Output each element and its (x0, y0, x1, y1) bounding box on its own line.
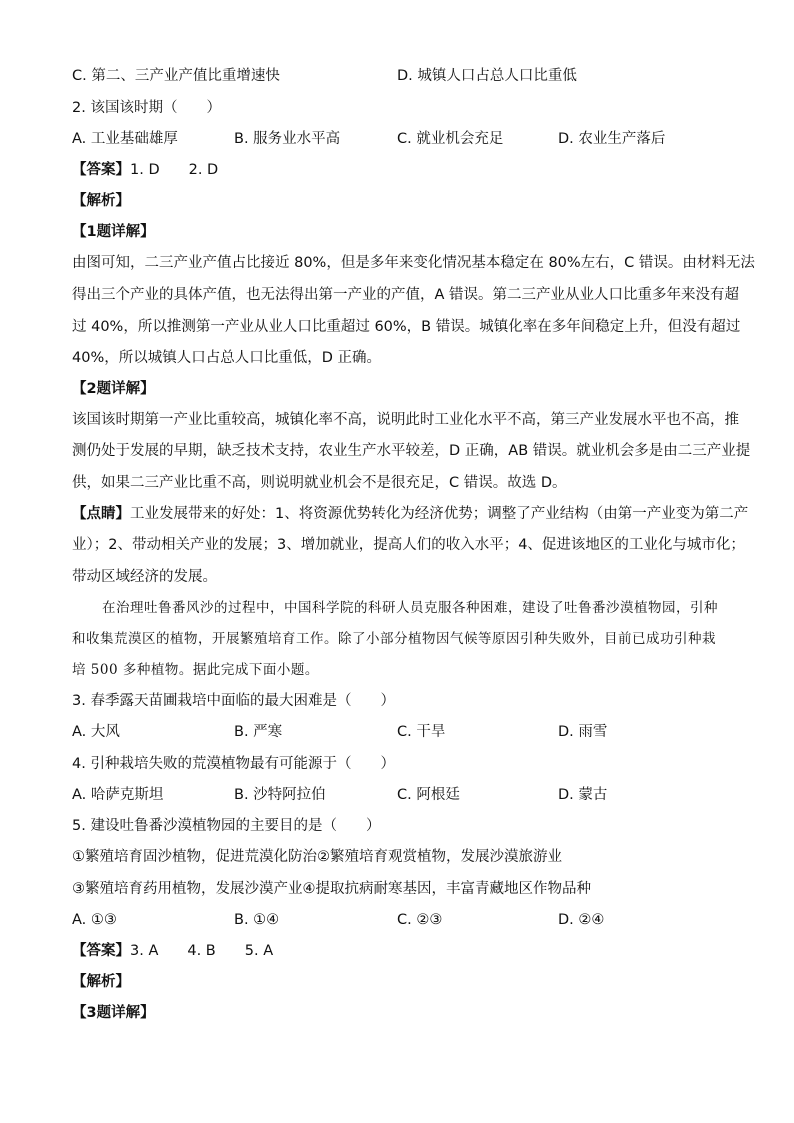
q1-option-d: D. 城镇人口占总人口比重低 (397, 68, 577, 84)
q3-stem: 3. 春季露天苗圃栽培中面临的最大困难是（ ） (72, 693, 395, 709)
q5-item-line: ①繁殖培育固沙植物，促进荒漠化防治②繁殖培育观赏植物，发展沙漠旅游业 (72, 849, 562, 865)
note-line-1 (72, 504, 749, 524)
answer-block-2 (72, 941, 273, 961)
note-line: 业）；2、带动相关产业的发展；3、增加就业，提高人们的收入水平；4、促进该地区的工业化与城市化； (72, 537, 745, 553)
q5-option-a: A. ①③ (72, 912, 117, 928)
note-label: 【点睛】 (72, 506, 130, 522)
q2-option-a: A. 工业基础雄厚 (72, 131, 178, 147)
q5-option-d: D. ②④ (558, 912, 605, 928)
q5-item-line: ③繁殖培育药用植物，发展沙漠产业④提取抗病耐寒基因，丰富青藏地区作物品种 (72, 881, 591, 897)
analysis-label-1: 【解析】 (72, 193, 130, 209)
q4-stem: 4. 引种栽培失败的荒漠植物最有可能源于（ ） (72, 756, 395, 772)
answer-block-1 (72, 160, 218, 180)
q5-stem: 5. 建设吐鲁番沙漠植物园的主要目的是（ ） (72, 818, 381, 834)
detail-heading-3: 【3题详解】 (72, 1005, 155, 1021)
detail1-line: 得出三个产业的具体产值，也无法得出第一产业的产值，A 错误。第二三产业从业人口比重多年来没有超 (72, 287, 740, 303)
q3-option-d: D. 雨雪 (558, 724, 608, 740)
answer-text: 1. D 2. D (130, 162, 219, 178)
q1-option-c: C. 第二、三产业产值比重增速快 (72, 68, 280, 84)
passage-line: 和收集荒漠区的植物，开展繁殖培育工作。除了小部分植物因气候等原因引种失败外，目前已成功引种栽 (72, 631, 716, 647)
detail1-line: 过 40%，所以推测第一产业从业人口比重超过 60%，B 错误。城镇化率在多年间稳定上升，但没有超过 (72, 319, 741, 335)
answer-text: 3. A 4. B 5. A (130, 943, 274, 959)
detail1-line: 由图可知，二三产业产值占比接近 80%，但是多年来变化情况基本稳定在 80%左右，C 错误。由材料无法 (72, 255, 755, 271)
note-text: 工业发展带来的好处：1、将资源优势转化为经济优势；调整了产业结构（由第一产业变为第二产 (130, 506, 749, 522)
q4-option-b: B. 沙特阿拉伯 (234, 787, 326, 803)
passage-line: 在治理吐鲁番风沙的过程中，中国科学院的科研人员克服各种困难，建设了吐鲁番沙漠植物园，引种 (102, 600, 718, 616)
detail-heading-2: 【2题详解】 (72, 381, 155, 397)
q4-option-d: D. 蒙古 (558, 787, 608, 803)
passage-line: 培 500 多种植物。据此完成下面小题。 (72, 662, 319, 678)
answer-label: 【答案】 (72, 162, 130, 178)
q2-stem: 2. 该国该时期（ ） (72, 100, 221, 116)
q3-option-c: C. 干旱 (397, 724, 446, 740)
q5-option-b: B. ①④ (234, 912, 280, 928)
q2-option-c: C. 就业机会充足 (397, 131, 504, 147)
q4-option-a: A. 哈萨克斯坦 (72, 787, 164, 803)
detail-heading-1: 【1题详解】 (72, 224, 155, 240)
q3-option-b: B. 严寒 (234, 724, 283, 740)
analysis-label-2: 【解析】 (72, 974, 130, 990)
q2-option-d: D. 农业生产落后 (558, 131, 666, 147)
detail2-line: 供，如果二三产业比重不高，则说明就业机会不是很充足，C 错误。故选 D。 (72, 475, 567, 491)
answer-label: 【答案】 (72, 943, 130, 959)
q2-option-b: B. 服务业水平高 (234, 131, 341, 147)
q3-option-a: A. 大风 (72, 724, 120, 740)
note-line: 带动区域经济的发展。 (72, 569, 217, 585)
q4-option-c: C. 阿根廷 (397, 787, 460, 803)
detail2-line: 该国该时期第一产业比重较高，城镇化率不高，说明此时工业化水平不高，第三产业发展水平也不高，推 (72, 412, 739, 428)
detail1-line: 40%，所以城镇人口占总人口比重低，D 正确。 (72, 350, 382, 366)
detail2-line: 测仍处于发展的早期，缺乏技术支持，农业生产水平较差，D 正确，AB 错误。就业机会多是由二三产业提 (72, 443, 751, 459)
q5-option-c: C. ②③ (397, 912, 443, 928)
